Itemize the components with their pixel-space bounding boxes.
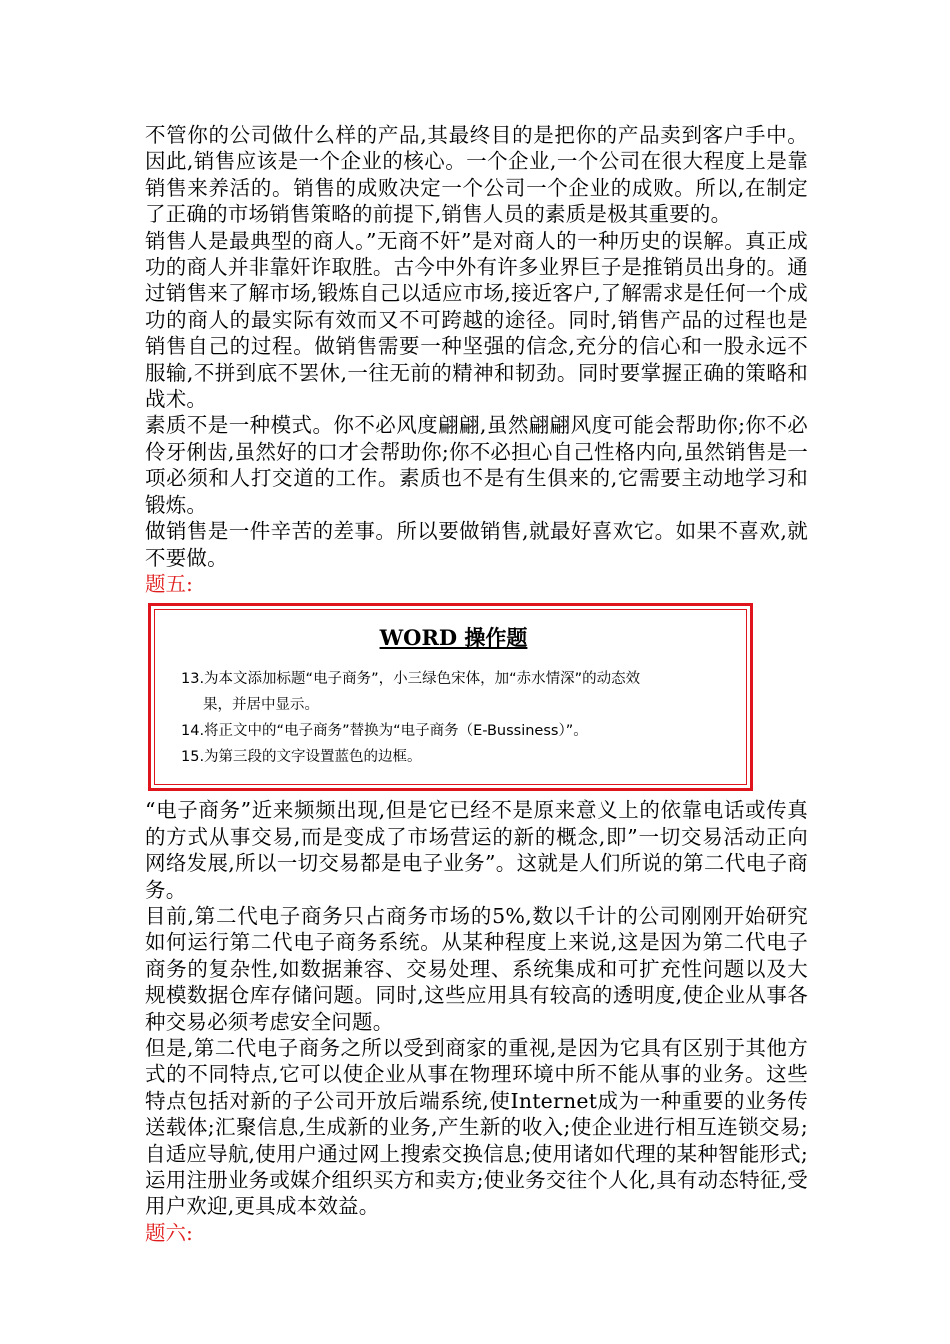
task-box-inner	[154, 609, 747, 785]
paragraph-6: 目前,第二代电子商务只占商务市场的5%,数以千计的公司刚刚开始研究如何运行第二代电子商务系统。从某种程度上来说,这是因为第二代电子商务的复杂性,如数据兼容、交易处理、系统集成和可扩充性问题以及大规模数据仓库存储问题。同时,这些应用具有较高的透明度,使企业从事各种交易必须考虑安全问题。	[145, 903, 808, 1034]
paragraph-2: 销售人是最典型的商人。”无商不奸”是对商人的一种历史的误解。真正成功的商人并非靠奸诈取胜。古今中外有许多业界巨子是推销员出身的。通过销售来了解市场,锻炼自己以适应市场,接近客户,了解需求是任何一个成功的商人的最实际有效而又不可跨越的途径。同时,销售产品的过程也是销售自己的过程。做销售需要一种坚强的信念,充分的信心和一股永远不服输,不拼到底不罢休,一往无前的精神和韧劲。同时要掌握正确的策略和战术。	[145, 228, 808, 412]
task-13-line-2: 果，并居中显示。	[203, 697, 319, 714]
paragraph-5: “电子商务”近来频频出现,但是它已经不是原来意义上的依靠电话或传真的方式从事交易,而是变成了市场营运的新的概念,即”一切交易活动正向网络发展,所以一切交易都是电子业务”。这就是人们所说的第二代电子商务。	[145, 798, 808, 902]
question-six-heading: 题六:	[145, 1220, 193, 1245]
task-15: 15.为第三段的文字设置蓝色的边框。	[181, 749, 422, 766]
paragraph-1: 不管你的公司做什么样的产品,其最终目的是把你的产品卖到客户手中。因此,销售应该是一个企业的核心。一个企业,一个公司在很大程度上是靠销售来养活的。销售的成败决定一个公司一个企业的成败。所以,在制定了正确的市场销售策略的前提下,销售人员的素质是极其重要的。	[145, 123, 808, 227]
task-14: 14.将正文中的“电子商务”替换为“电子商务（E-Bussiness）”。	[181, 723, 588, 740]
paragraph-3: 素质不是一种模式。你不必风度翩翩,虽然翩翩风度可能会帮助你;你不必伶牙俐齿,虽然好的口才会帮助你;你不必担心自己性格内向,虽然销售是一项必须和人打交道的工作。素质也不是有生俱来的,它需要主动地学习和锻炼。	[145, 413, 808, 517]
paragraph-4: 做销售是一件辛苦的差事。所以要做销售,就最好喜欢它。如果不喜欢,就不要做。	[145, 519, 808, 570]
document-body	[145, 122, 808, 1246]
task-box-title: WORD 操作题	[379, 625, 528, 651]
task-box	[148, 603, 753, 791]
question-five-heading: 题五:	[145, 571, 193, 596]
paragraph-7: 但是,第二代电子商务之所以受到商家的重视,是因为它具有区别于其他方式的不同特点,它可以使企业从事在物理环境中所不能从事的业务。这些特点包括对新的子公司开放后端系统,使Internet成为一种重要的业务传送载体;汇聚信息,生成新的业务,产生新的收入;使企业进行相互连锁交易;自适应导航,使用户通过网上搜索交换信息;使用诸如代理的某种智能形式;运用注册业务或媒介组织买方和卖方;使业务交往个人化,具有动态特征,受用户欢迎,更具成本效益。	[145, 1035, 808, 1219]
task-13-line-1: 13.为本文添加标题“电子商务”，小三绿色宋体，加“赤水情深”的动态效	[181, 671, 641, 688]
